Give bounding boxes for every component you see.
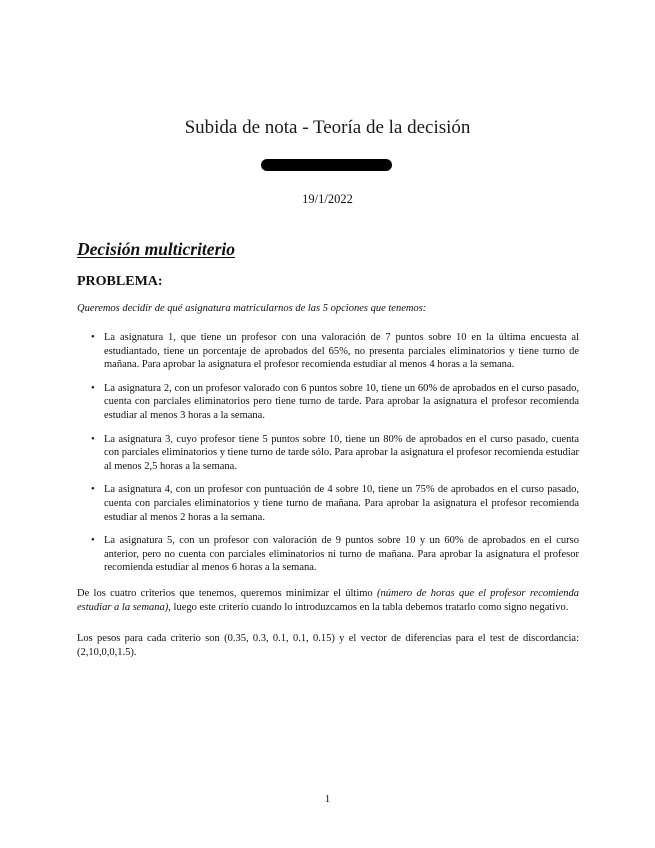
problem-intro: Queremos decidir de qué asignatura matricularnos de las 5 opciones que tenemos: bbox=[77, 303, 427, 314]
problem-heading: PROBLEMA: bbox=[77, 274, 163, 289]
bullet-icon: • bbox=[91, 535, 95, 547]
list-item-text: La asignatura 2, con un profesor valorado con 6 puntos sobre 10, tiene un 60% de aprobados en el curso pasado, cuenta con parciales eliminatorios pero tiene turno de tarde. Para aprobar la asignatura el profesor recomienda estudiar al menos 3 horas a la semana. bbox=[104, 382, 579, 421]
criteria-paragraph bbox=[77, 587, 579, 614]
criteria-paragraph-start: De los cuatro criterios que tenemos, queremos minimizar el último bbox=[77, 588, 377, 599]
redacted-author-name bbox=[261, 159, 392, 171]
list-item-text: La asignatura 3, cuyo profesor tiene 5 puntos sobre 10, tiene un 80% de aprobados en el curso pasado, cuenta con parciales eliminatorios y tiene turno de tarde sólo. Para aprobar la asignatura el profesor recomienda estudiar al menos 2,5 horas a la semana. bbox=[104, 433, 579, 472]
list-item-text: La asignatura 4, con un profesor con puntuación de 4 sobre 10, tiene un 75% de aprobados en el curso pasado, cuenta con parciales eliminatorios y tiene turno de mañana. Para aprobar la asignatura el profesor recomienda estudiar al menos 2 horas a la semana. bbox=[104, 484, 579, 523]
list-item bbox=[88, 331, 579, 372]
document-date: 19/1/2022 bbox=[302, 192, 353, 206]
list-item-text: La asignatura 1, que tiene un profesor con una valoración de 7 puntos sobre 10 en la última encuesta al estudiantado, tiene un porcentaje de aprobados del 65%, no presenta parciales eliminatorios y tiene turno de mañana. Para aprobar la asignatura el profesor recomienda estudiar al menos 4 horas a la semana. bbox=[104, 332, 579, 371]
bullet-icon: • bbox=[91, 484, 95, 496]
section-title: Decisión multicriterio bbox=[77, 239, 235, 259]
list-item bbox=[88, 483, 579, 524]
subject-options-list bbox=[88, 331, 579, 585]
list-item bbox=[88, 382, 579, 423]
list-item-text: La asignatura 5, con un profesor con valoración de 9 puntos sobre 10 y un 60% de aprobados en el curso anterior, pero no cuenta con parciales eliminatorios ni turno de mañana. Para aprobar la asignatura el profesor recomienda estudiar al menos 6 horas a la semana. bbox=[104, 535, 579, 574]
criteria-paragraph-italic: (número de horas que el profesor recomienda estudiar a la semana) bbox=[77, 588, 579, 613]
page-number: 1 bbox=[324, 793, 331, 805]
document-title: Subida de nota - Teoría de la decisión bbox=[184, 117, 471, 138]
weights-paragraph: Los pesos para cada criterio son (0.35, 0.3, 0.1, 0.1, 0.15) y el vector de diferencias para el test de discordancia: (2,10,0,0,1.5). bbox=[77, 633, 579, 658]
bullet-icon: • bbox=[91, 433, 95, 445]
criteria-paragraph-end: , luego este criterio cuando lo introduzcamos en la tabla debemos tratarlo como signo negativo. bbox=[168, 601, 569, 613]
bullet-icon: • bbox=[91, 382, 95, 394]
bullet-icon: • bbox=[91, 332, 95, 343]
list-item bbox=[88, 534, 579, 575]
list-item bbox=[88, 433, 579, 474]
